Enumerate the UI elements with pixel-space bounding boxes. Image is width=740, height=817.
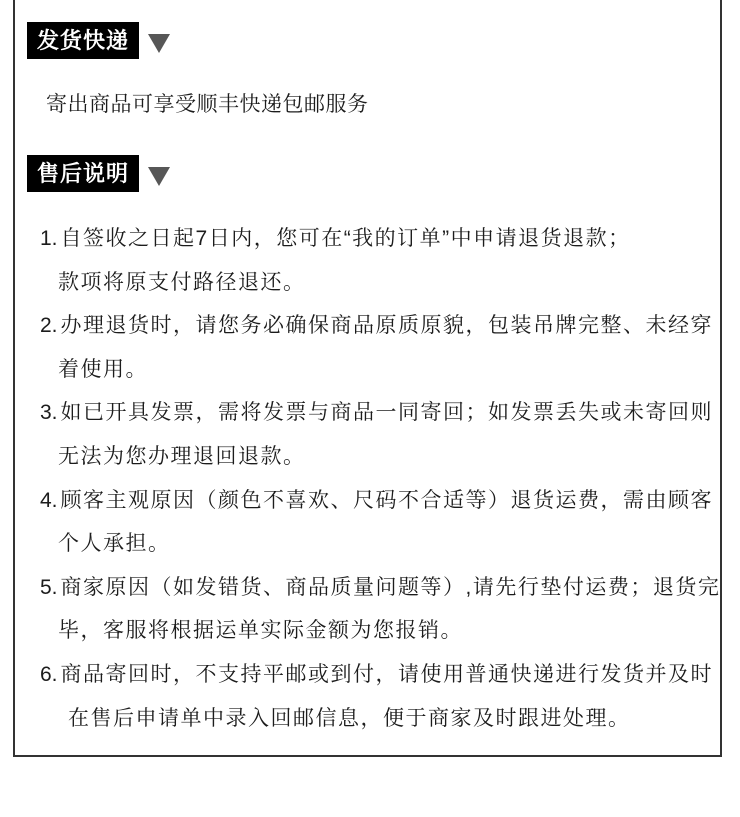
list-item-number: 3. xyxy=(40,401,58,425)
triangle-down-icon xyxy=(148,34,170,53)
shipping-section-header: 发货快递 xyxy=(27,22,139,59)
list-item-line xyxy=(40,217,720,261)
list-item-text: 个人承担。 xyxy=(58,532,171,556)
shipping-note-text: 寄出商品可享受顺丰快递包邮服务 xyxy=(46,93,369,116)
list-item-number: 4. xyxy=(40,488,58,512)
list-item-number: 1. xyxy=(40,227,58,250)
list-item-text: 顾客主观原因（颜色不喜欢、尺码不合适等）退货运费，需由顾客 xyxy=(60,488,714,512)
aftersales-list xyxy=(40,217,720,740)
list-item xyxy=(40,653,720,740)
list-item-text: 无法为您办理退回退款。 xyxy=(58,444,306,468)
list-item-line xyxy=(40,653,720,697)
triangle-down-icon xyxy=(148,167,170,186)
list-item-text: 商品寄回时，不支持平邮或到付，请使用普通快递进行发货并及时 xyxy=(60,662,714,686)
list-item-text: 着使用。 xyxy=(58,357,148,381)
list-item xyxy=(40,304,720,391)
list-item-text: 商家原因（如发错货、商品质量问题等）,请先行垫付运费；退货完 xyxy=(60,575,721,599)
list-item-line xyxy=(40,391,720,435)
list-item-number: 5. xyxy=(40,575,58,599)
list-item xyxy=(40,479,720,566)
list-item-number: 2. xyxy=(40,314,58,338)
info-panel xyxy=(13,0,722,757)
list-item-text: 自签收之日起7日内，您可在“我的订单”中申请退货退款； xyxy=(60,227,631,250)
list-item xyxy=(40,566,720,653)
list-item-text: 毕，客服将根据运单实际金额为您报销。 xyxy=(58,619,463,643)
list-item-text: 在售后申请单中录入回邮信息，便于商家及时跟进处理。 xyxy=(68,706,631,730)
list-item xyxy=(40,391,720,478)
list-item-text: 款项将原支付路径退还。 xyxy=(58,270,306,294)
list-item-number: 6. xyxy=(40,662,58,686)
aftersales-section-header: 售后说明 xyxy=(27,155,139,192)
list-item-text: 如已开具发票，需将发票与商品一同寄回；如发票丢失或未寄回则 xyxy=(60,401,714,425)
list-item-line xyxy=(40,566,720,610)
list-item-text: 办理退货时，请您务必确保商品原质原貌，包装吊牌完整、未经穿 xyxy=(60,314,714,338)
list-item-line xyxy=(40,479,720,523)
list-item xyxy=(40,217,720,304)
list-item-line xyxy=(40,304,720,348)
